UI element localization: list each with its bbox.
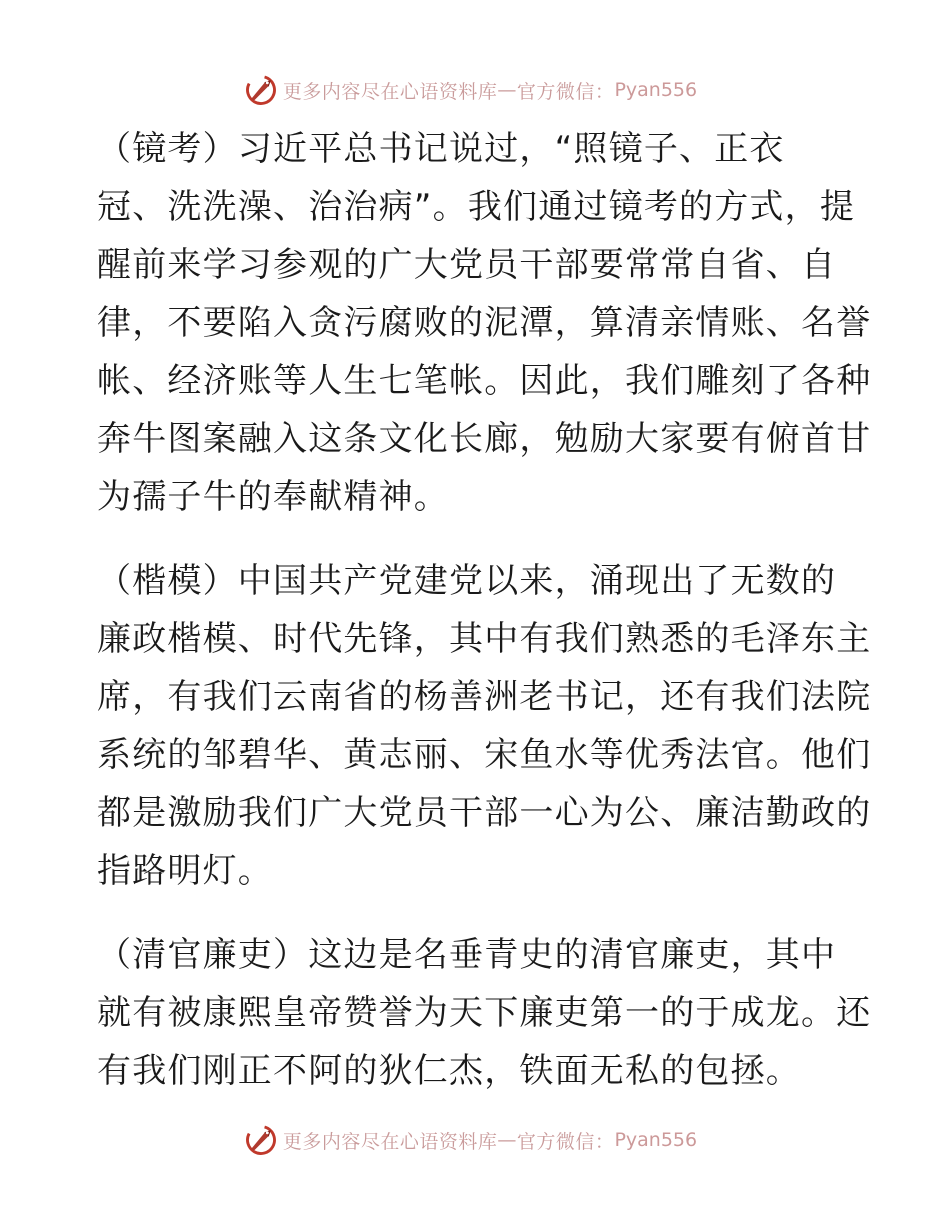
footer-watermark-group (243, 1122, 697, 1158)
text-line: 席，有我们云南省的杨善洲老书记，还有我们法院 (97, 677, 872, 717)
text-line: 奔牛图案融入这条文化长廊，勉励大家要有俯首甘 (97, 419, 872, 459)
text-line: （镜考）习近平总书记说过，“照镜子、正衣 (97, 129, 785, 169)
text-line: 就有被康熙皇帝赞誉为天下廉吏第一的于成龙。还 (97, 993, 872, 1033)
header-separator: — (497, 79, 517, 101)
footer-official-label: 官方微信： (516, 1130, 615, 1153)
header-official-label: 官方微信： (516, 80, 615, 103)
text-line: （楷模）中国共产党建党以来，涌现出了无数的 (97, 561, 837, 601)
text-line: 为孺子牛的奉献精神。 (97, 477, 449, 517)
quill-logo-icon (243, 72, 279, 108)
footer-watermark (0, 1120, 950, 1160)
footer-separator: — (497, 1129, 517, 1151)
header-watermark (0, 70, 950, 110)
text-line: 廉政楷模、时代先锋，其中有我们熟悉的毛泽东主 (97, 619, 872, 659)
text-line: 系统的邹碧华、黄志丽、宋鱼水等优秀法官。他们 (97, 735, 872, 775)
header-watermark-group (243, 72, 697, 108)
text-line: 律，不要陷入贪污腐败的泥潭，算清亲情账、名誉 (97, 303, 872, 343)
text-line: 醒前来学习参观的广大党员干部要常常自省、自 (97, 245, 837, 285)
document-body (97, 120, 872, 1100)
header-wechat-id: Pyan556 (614, 79, 698, 101)
text-line: 指路明灯。 (97, 851, 273, 891)
text-line: 都是激励我们广大党员干部一心为公、廉洁勤政的 (97, 793, 872, 833)
header-watermark-text: 更多内容尽在心语资料库 (282, 80, 498, 103)
paragraph-role-models (97, 552, 872, 900)
footer-wechat-id: Pyan556 (614, 1129, 698, 1151)
text-line: （清官廉吏）这边是名垂青史的清官廉吏，其中 (97, 935, 837, 975)
text-line: 帐、经济账等人生七笔帐。因此，我们雕刻了各种 (97, 361, 872, 401)
quill-logo-icon (243, 1122, 279, 1158)
text-line: 有我们刚正不阿的狄仁杰，铁面无私的包拯。 (97, 1051, 801, 1091)
paragraph-mirror-exam (97, 120, 872, 526)
paragraph-honest-officials (97, 926, 872, 1100)
footer-watermark-text: 更多内容尽在心语资料库 (282, 1130, 498, 1153)
text-line: 冠、洗洗澡、治治病”。我们通过镜考的方式，提 (97, 187, 856, 227)
